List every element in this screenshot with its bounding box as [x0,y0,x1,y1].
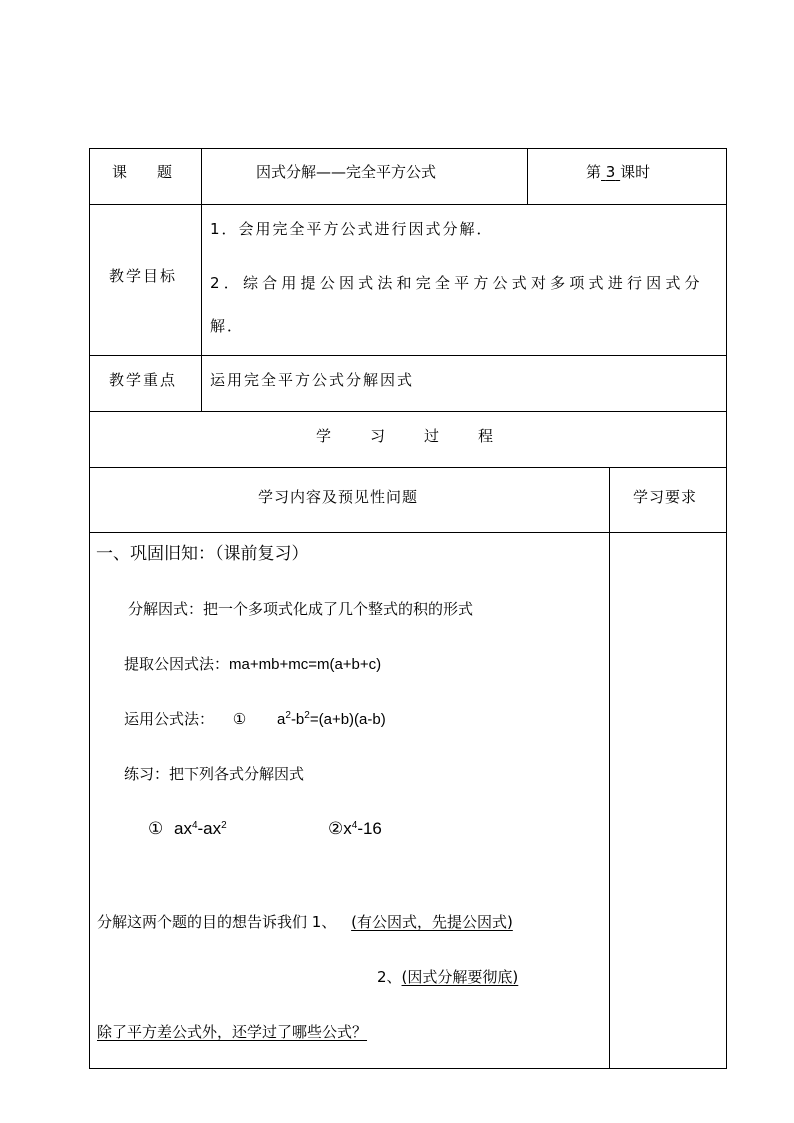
row-divider [89,532,727,533]
table-border-right [726,148,727,1069]
row-divider [89,355,727,356]
purpose-line-1 [97,912,513,932]
purpose-text: 分解这两个题的目的想告诉我们 1、 [97,913,337,931]
table-border-top [89,148,727,149]
objectives-label: 教学目标 [109,267,178,285]
requirement-column-header: 学习要求 [633,488,698,506]
exercise-1 [148,818,227,840]
label-column-divider [201,148,202,411]
lesson-column-divider [527,148,528,204]
formula-method-label: 运用公式法： [124,710,215,728]
exercise-1-number: ① [148,819,164,838]
row-divider [89,467,727,468]
process-title: 学 习 过 程 [316,427,497,445]
formula-number: ① [232,710,247,728]
subject-value: 因式分解——完全平方公式 [256,163,437,181]
focus-label: 教学重点 [109,371,178,389]
exercise-2 [328,818,382,840]
exercise-label: 练习：把下列各式分解因式 [124,765,305,783]
requirement-column-divider [609,467,610,1068]
content-column-header: 学习内容及预见性问题 [258,488,419,506]
objective-2: 2．综合用提公因式法和完全平方公式对多项式进行因式分 [210,274,704,292]
subject-label: 课 题 [112,163,173,181]
formula-method-line [124,709,386,730]
definition-text: 分解因式：把一个多项式化成了几个整式的积的形式 [128,600,474,618]
table-border-bottom [89,1068,727,1069]
objective-2-continued: 解． [210,317,245,335]
row-divider [89,411,727,412]
lesson-number: 3 [605,163,616,181]
exercise-1-expression: $ax^4-ax^2$ [173,819,227,838]
difference-of-squares-formula: $a^2-b^2=(a+b)(a-b)$ [277,710,386,728]
lesson-count [586,162,650,182]
purpose-answer-1: (有公因式，先提公因式) [351,913,513,931]
purpose-line-2 [377,967,518,987]
common-factor-formula: ma+mb+mc=m(a+b+c) [229,656,382,673]
section-title: 一、巩固旧知：（课前复习） [96,544,309,564]
common-factor-line [124,654,381,675]
focus-value: 运用完全平方公式分解因式 [210,371,415,389]
lesson-suffix: 课时 [620,163,651,181]
review-question: 除了平方差公式外，还学过了哪些公式？ [97,1023,368,1041]
purpose-2-number: 2、 [377,968,402,986]
table-border-left [89,148,90,1069]
exercise-2-expression: $x^4-16$ [343,819,382,838]
row-divider [89,204,727,205]
lesson-prefix: 第 [586,163,602,181]
objective-1: 1．会用完全平方公式进行因式分解． [210,220,494,238]
common-factor-label: 提取公因式法： [124,655,230,673]
exercise-2-number: ② [328,819,344,838]
purpose-answer-2: (因式分解要彻底) [401,968,519,986]
